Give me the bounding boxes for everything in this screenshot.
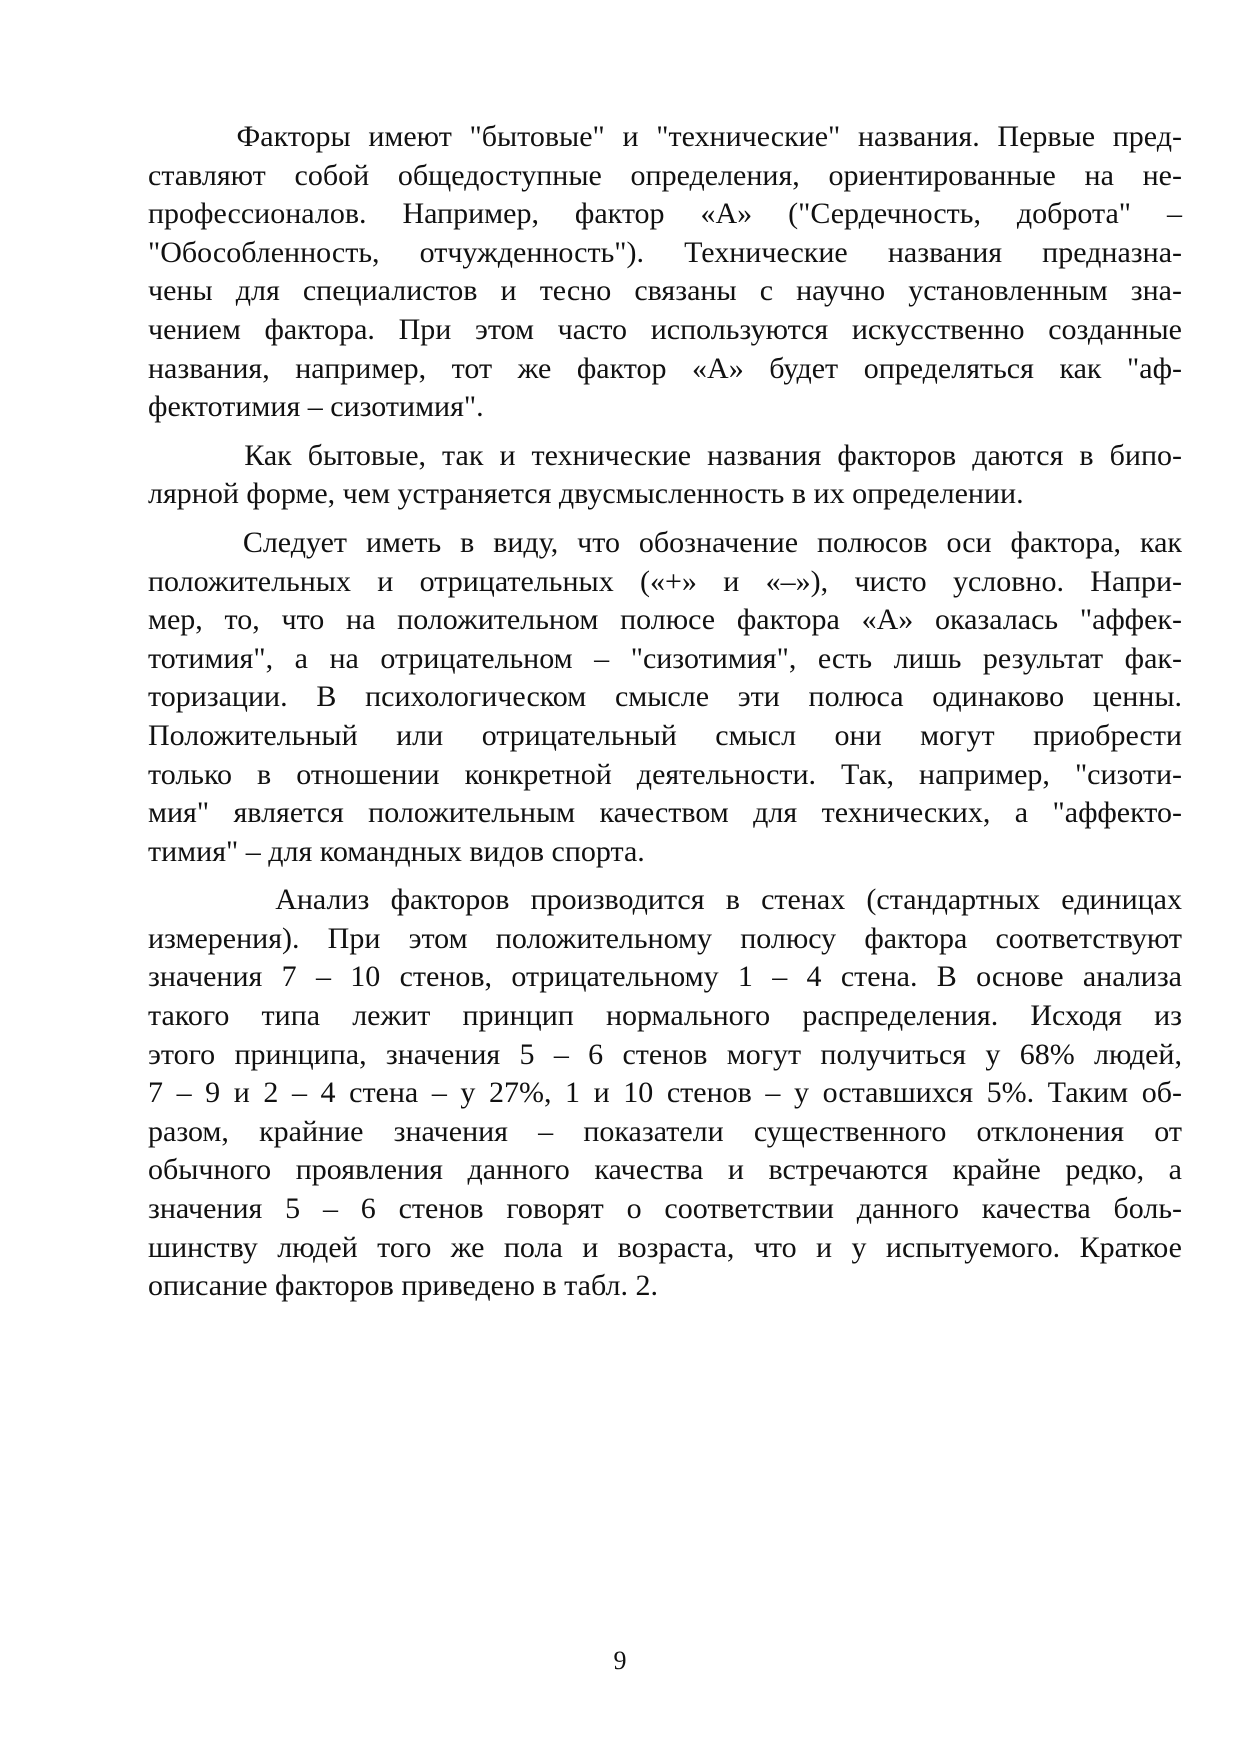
paragraph-factor-names [148,118,1182,427]
text-line: названия, например, тот же фактор «А» будет определяться как "аф- [148,351,1182,385]
text-line: ставляют собой общедоступные определения, ориентированные на не- [148,158,1182,192]
text-line: положительных и отрицательных («+» и «–»), чисто условно. Напри- [148,564,1182,598]
text-line: значения 7 – 10 стенов, отрицательному 1 – 4 стена. В основе анализа [148,960,1182,994]
paragraph-pole-designation [148,524,1182,871]
text-line: фектотимия – сизотимия". [148,390,484,424]
paragraph-bipolar-form [148,437,1182,514]
text-line: торизации. В психологическом смысле эти полюса одинаково ценны. [148,680,1182,714]
body-text [148,118,1182,1306]
text-line: разом, крайние значения – показатели существенного отклонения от [148,1114,1182,1148]
text-line: "Обособленность, отчужденность"). Технические названия предназна- [148,235,1182,269]
text-line: мия" является положительным качеством для технических, а "аффекто- [148,796,1182,830]
text-line: Следует иметь в виду, что обозначение полюсов оси фактора, как [148,525,1182,559]
text-line: шинству людей того же пола и возраста, что и у испытуемого. Краткое [148,1230,1182,1264]
text-line: Анализ факторов производится в стенах (стандартных единицах [148,883,1182,917]
text-line: такого типа лежит принцип нормального распределения. Исходя из [148,999,1182,1033]
text-line: Положительный или отрицательный смысл они могут приобрести [148,718,1182,752]
text-line: 7 – 9 и 2 – 4 стена – у 27%, 1 и 10 стенов – у оставшихся 5%. Таким об- [148,1076,1182,1110]
text-line: лярной форме, чем устраняется двусмысленность в их определении. [148,477,1024,511]
text-line: чением фактора. При этом часто используются искусственно созданные [148,312,1182,346]
text-line: этого принципа, значения 5 – 6 стенов могут получиться у 68% людей, [148,1037,1182,1071]
text-line: тотимия", а на отрицательном – "сизотимия", есть лишь результат фак- [148,641,1182,675]
page-number: 9 [613,1646,627,1675]
text-line: Факторы имеют "бытовые" и "технические" названия. Первые пред- [148,120,1182,153]
text-line: только в отношении конкретной деятельности. Так, например, "сизоти- [148,757,1182,791]
text-line: измерения). При этом положительному полюсу фактора соответствуют [148,921,1182,955]
text-line: чены для специалистов и тесно связаны с научно установленным зна- [148,274,1182,308]
text-line: тимия" – для командных видов спорта. [148,834,645,868]
text-line: значения 5 – 6 стенов говорят о соответствии данного качества боль- [148,1192,1182,1226]
text-line: профессионалов. Например, фактор «А» ("Сердечность, доброта" – [148,197,1182,231]
text-line: Как бытовые, так и технические названия факторов даются в бипо- [148,438,1182,472]
text-line: описание факторов приведено в табл. 2. [148,1269,658,1303]
text-line: обычного проявления данного качества и встречаются крайне редко, а [148,1153,1182,1187]
paragraph-sten-analysis [148,881,1182,1306]
text-line: мер, то, что на положительном полюсе фактора «А» оказалась "аффек- [148,603,1182,637]
